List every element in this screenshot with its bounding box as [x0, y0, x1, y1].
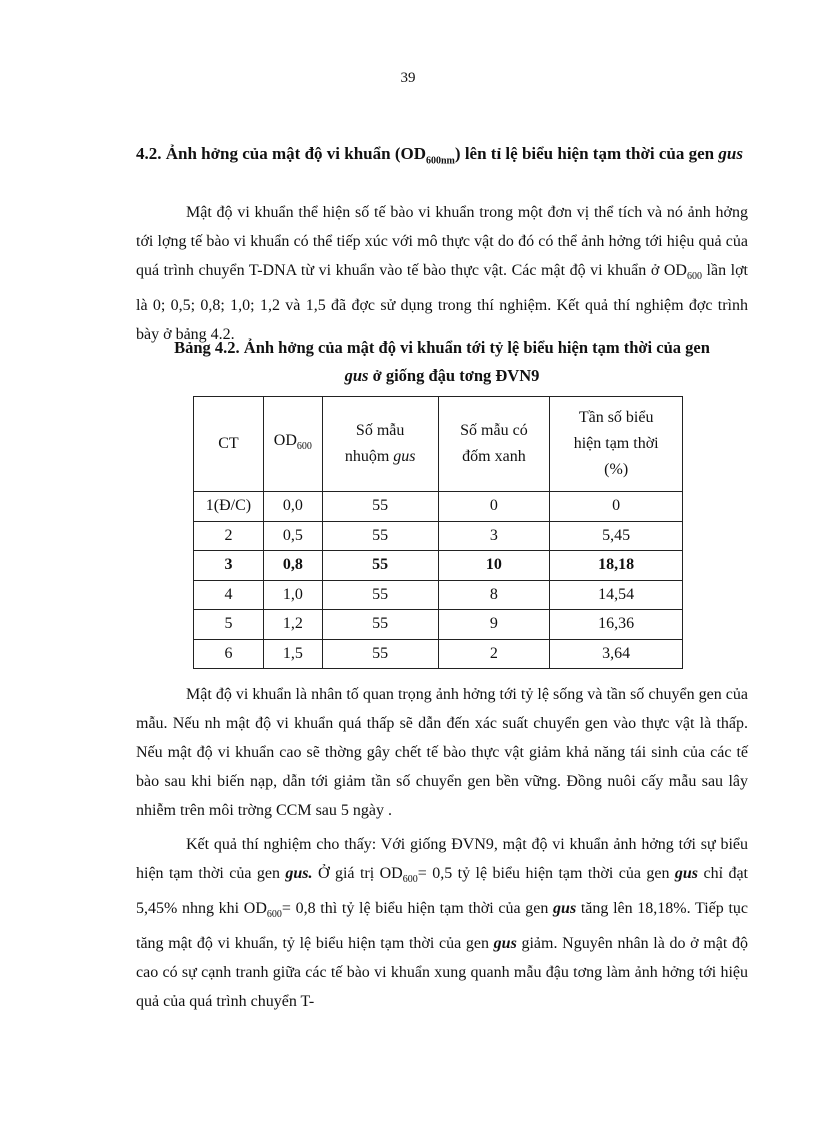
cell-od: 0,8	[263, 551, 322, 581]
cell-stained: 55	[322, 610, 438, 640]
cell-blue: 8	[438, 580, 550, 610]
cell-ct: 1(Đ/C)	[194, 492, 264, 522]
cell-blue: 3	[438, 521, 550, 551]
table-row	[194, 639, 683, 669]
cell-od: 0,5	[263, 521, 322, 551]
cell-freq: 14,54	[550, 580, 683, 610]
cell-blue: 2	[438, 639, 550, 669]
cell-od: 0,0	[263, 492, 322, 522]
table-row-highlight	[194, 551, 683, 581]
cell-freq: 18,18	[550, 551, 683, 581]
table-caption: Bảng 4.2. Ảnh hởng của mật độ vi khuẩn tới tỷ lệ biểu hiện tạm thời của gen gus ở giống đậu tơng ĐVN9	[174, 338, 710, 385]
cell-od: 1,2	[263, 610, 322, 640]
paragraph-intro: Mật độ vi khuẩn thể hiện số tế bào vi khuẩn trong một đơn vị thể tích và nó ảnh hởng tới lợng tế bào vi khuẩn có thể tiếp xúc với mô thực vật do đó có thể ảnh hởng tới hiệu quả của quá trình chuyển T-DNA từ vi khuẩn vào tế bào thực vật. Các mật độ vi khuẩn ở $OD_{600}$ lần lợt là 0; 0,5; 0,8; 1,0; 1,2 và 1,5 đã đợc sử dụng trong thí nghiệm. Kết quả thí nghiệm đợc trình bày ở bảng 4.2.	[136, 204, 748, 344]
cell-ct: 3	[194, 551, 264, 581]
table-row	[194, 521, 683, 551]
cell-freq: 5,45	[550, 521, 683, 551]
paragraph-results: Kết quả thí nghiệm cho thấy: Với giống ĐVN9, mật độ vi khuẩn ảnh hởng tới sự biểu hiện tạm thời của gen gus. Ở giá trị $OD_{600}= 0,5$ tỷ lệ biểu hiện tạm thời của gen gus chỉ đạt 5,45% nhng khi $OD_{600}= 0,8$ thì tỷ lệ biểu hiện tạm thời của gen gus tăng lên 18,18%. Tiếp tục tăng mật độ vi khuẩn, tỷ lệ biểu hiện tạm thời của gen gus giảm. Nguyên nhân là do ở mật độ cao có sự cạnh tranh giữa các tế bào vi khuẩn xung quanh mẫu đậu tơng làm ảnh hởng tới hiệu quả của quá trình chuyển T-	[136, 836, 749, 1011]
cell-freq: 0	[550, 492, 683, 522]
cell-stained: 55	[322, 521, 438, 551]
cell-od: 1,0	[263, 580, 322, 610]
cell-stained: 55	[322, 492, 438, 522]
cell-od: 1,5	[263, 639, 322, 669]
cell-ct: 4	[194, 580, 264, 610]
cell-freq: 16,36	[550, 610, 683, 640]
table-row	[194, 492, 683, 522]
cell-stained: 55	[322, 551, 438, 581]
paragraph-discussion: Mật độ vi khuẩn là nhân tố quan trọng ảnh hởng tới tỷ lệ sống và tần số chuyển gen của mẫu. Nếu nh mật độ vi khuẩn quá thấp sẽ dẫn đến xác suất chuyển gen vào thực vật là thấp. Nếu mật độ vi khuẩn cao sẽ thờng gây chết tế bào thực vật giảm khả năng tái sinh của các tế bào sau khi biến nạp, dẫn tới giảm tần số chuyển gen bền vững. Đồng nuôi cấy mẫu sau lây nhiễm trên môi trờng CCM sau 5 ngày .	[136, 686, 748, 819]
section-heading: 4.2. Ảnh hởng của mật độ vi khuẩn $(OD_{600nm})$ lên tỉ lệ biểu hiện tạm thời của gen gus	[136, 144, 743, 167]
cell-blue: 9	[438, 610, 550, 640]
header-blue-spots: Số mẫu có đốm xanh	[438, 397, 550, 492]
header-ct: CT	[194, 397, 264, 492]
header-frequency: Tần số biểu hiện tạm thời (%)	[550, 397, 683, 492]
cell-ct: 2	[194, 521, 264, 551]
header-stained: Số mẫu nhuộm gus	[322, 397, 438, 492]
cell-ct: 5	[194, 610, 264, 640]
results-table	[193, 396, 683, 669]
cell-blue: 0	[438, 492, 550, 522]
page-number: 39	[400, 70, 416, 86]
table-row	[194, 580, 683, 610]
header-od: $OD_{600}$	[263, 397, 322, 492]
cell-freq: 3,64	[550, 639, 683, 669]
table-row	[194, 610, 683, 640]
cell-ct: 6	[194, 639, 264, 669]
cell-stained: 55	[322, 639, 438, 669]
cell-stained: 55	[322, 580, 438, 610]
table-header-row	[194, 397, 683, 492]
cell-blue: 10	[438, 551, 550, 581]
